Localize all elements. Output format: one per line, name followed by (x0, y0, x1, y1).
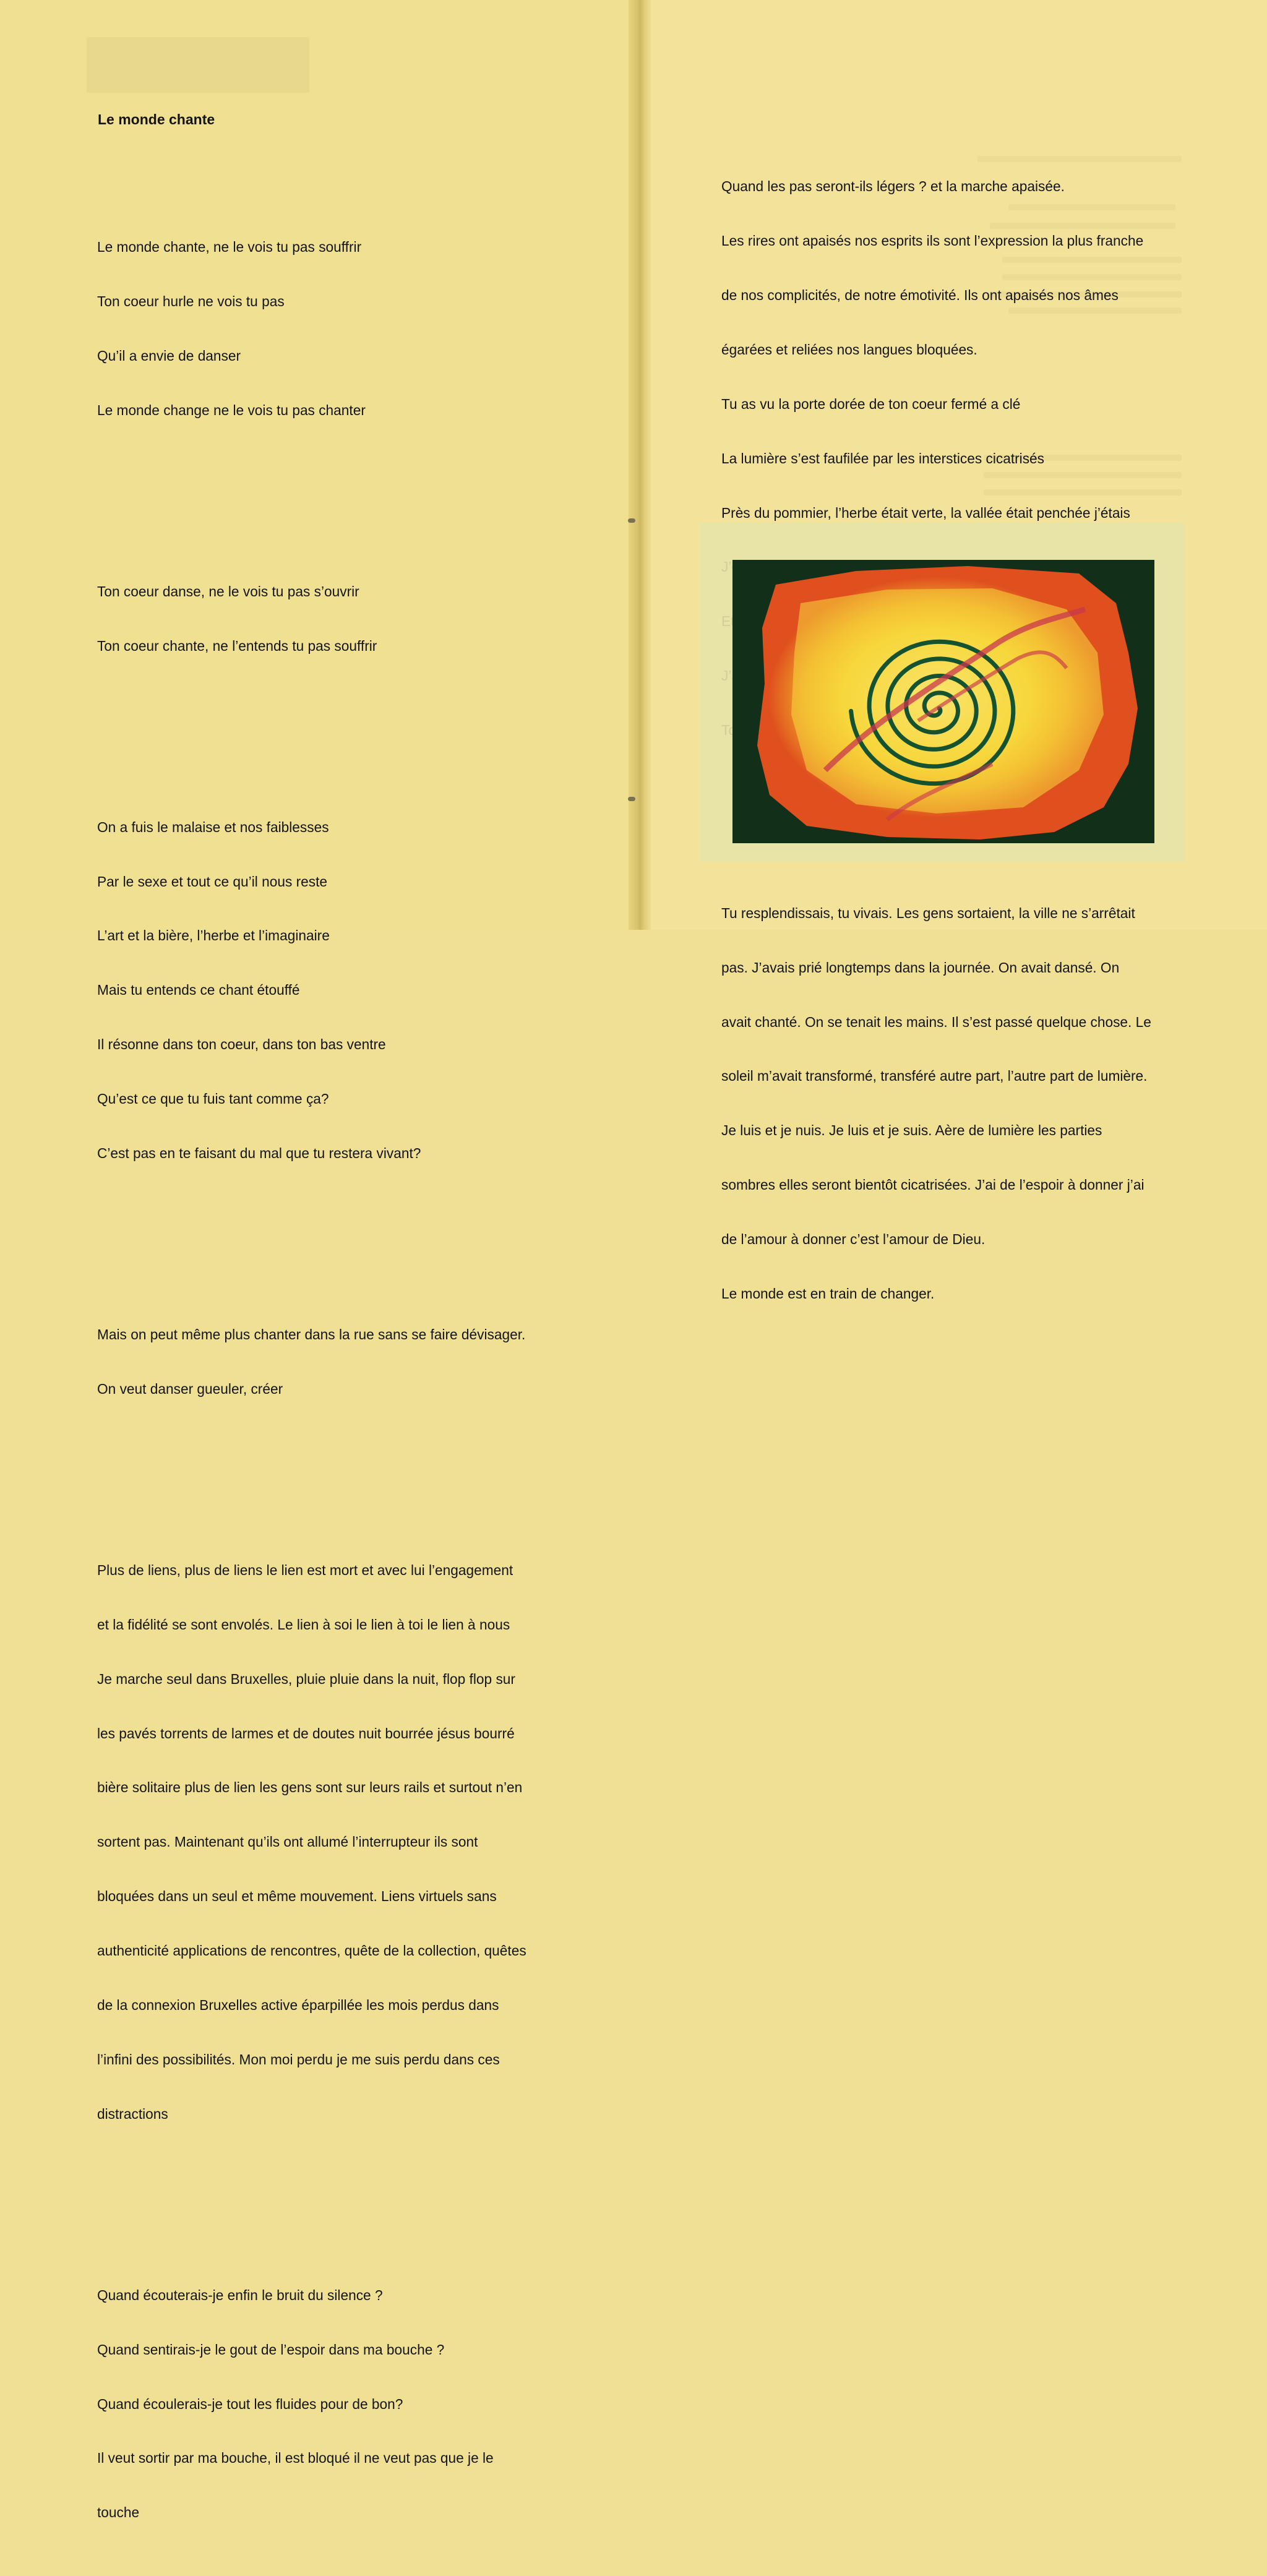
poem-line: Par le sexe et tout ce qu’il nous reste (97, 873, 328, 890)
poem-line: distractions (97, 2105, 168, 2122)
poem-line: Qu’est ce que tu fuis tant comme ça? (97, 1091, 329, 1107)
poem-line: L’art et la bière, l’herbe et l’imaginaire (97, 927, 330, 944)
spiral-painting-icon (732, 560, 1154, 843)
poem-line: Ton coeur danse, ne le vois tu pas s’ouvrir (97, 583, 359, 599)
poem-line: Plus de liens, plus de liens le lien est mort et avec lui l’engagement (97, 1561, 513, 1578)
poem-line: authenticité applications de rencontres, quête de la collection, quêtes (97, 1943, 526, 1959)
poem-line: Tu as vu la porte dorée de ton coeur fermé a clé (721, 395, 1021, 412)
poem-line: Mais tu entends ce chant étouffé (97, 982, 300, 998)
stanza (721, 868, 1151, 1339)
poem-line: Il résonne dans ton coeur, dans ton bas ventre (97, 1036, 386, 1053)
poem-line: pas. J’avais prié longtemps dans la journée. On avait dansé. On (721, 959, 1120, 976)
poem-line: Le monde chante, ne le vois tu pas souffrir (97, 239, 362, 255)
stanza (97, 546, 526, 691)
poem-line: égarées et reliées nos langues bloquées. (721, 341, 977, 358)
poem-line: Ton coeur hurle ne vois tu pas (97, 293, 285, 310)
stanza (97, 2250, 526, 2558)
poem-line: et la fidélité se sont envolés. Le lien à soi le lien à toi le lien à nous (97, 1616, 510, 1633)
stanza (97, 1525, 526, 2159)
poem-line: On veut danser gueuler, créer (97, 1380, 283, 1397)
poem-line: bière solitaire plus de lien les gens sont sur leurs rails et surtout n’en (97, 1779, 523, 1796)
poem-line: C’est pas en te faisant du mal que tu restera vivant? (97, 1145, 421, 1162)
poem-line: La lumière s’est faufilée par les interstices cicatrisés (721, 450, 1045, 466)
poem-line: Il veut sortir par ma bouche, il est bloqué il ne veut pas que je le (97, 2450, 494, 2467)
poem-line: Les rires ont apaisés nos esprits ils sont l’expression la plus franche (721, 233, 1144, 249)
staple (628, 797, 635, 801)
poem-line: Mais on peut même plus chanter dans la rue sans se faire dévisager. (97, 1326, 526, 1342)
poem-line: Près du pommier, l’herbe était verte, la vallée était penchée j’étais (721, 504, 1130, 521)
poem-line: Le monde est en train de changer. (721, 1286, 935, 1302)
poem-line: Quand écouterais-je enfin le bruit du silence ? (97, 2286, 383, 2303)
poem-line: Quand les pas seront-ils légers ? et la marche apaisée. (721, 178, 1065, 195)
poem-line: sombres elles seront bientôt cicatrisées. J’ai de l’espoir à donner j’ai (721, 1177, 1145, 1193)
poem-line: On a fuis le malaise et nos faiblesses (97, 818, 329, 835)
poem-title: Le monde chante (98, 111, 215, 127)
poem-line: Je luis et je nuis. Je luis et je suis. Aère de lumière les parties (721, 1122, 1102, 1139)
left-text (97, 166, 526, 2576)
poem-line: avait chanté. On se tenait les mains. Il s’est passé quelque chose. Le (721, 1013, 1151, 1030)
poem-line: Quand écoulerais-je tout les fluides pour de bon? (97, 2395, 403, 2412)
poem-line: de la connexion Bruxelles active éparpillée les mois perdus dans (97, 1996, 499, 2013)
stanza (97, 202, 526, 456)
poem-line: de nos complicités, de notre émotivité. Ils ont apaisés nos âmes (721, 286, 1119, 303)
poem-line: Je marche seul dans Bruxelles, pluie pluie dans la nuit, flop flop sur (97, 1670, 515, 1687)
poem-line: bloquées dans un seul et même mouvement. Liens virtuels sans (97, 1888, 497, 1905)
poem-line: soleil m’avait transformé, transféré autre part, l’autre part de lumière. (721, 1068, 1148, 1084)
stanza (97, 782, 526, 1199)
poem-line: touche (97, 2504, 140, 2521)
poem-line: de l’amour à donner c’est l’amour de Dieu. (721, 1231, 986, 1248)
poem-line: Quand sentirais-je le gout de l’espoir dans ma bouche ? (97, 2341, 445, 2358)
staple (628, 518, 635, 523)
book-gutter (629, 0, 651, 930)
poem-line: Qu’il a envie de danser (97, 347, 241, 364)
poem-line: Ton coeur chante, ne l’entends tu pas souffrir (97, 637, 377, 654)
poem-line: l’infini des possibilités. Mon moi perdu je me suis perdu dans ces (97, 2051, 500, 2067)
poem-line: les pavés torrents de larmes et de doutes nuit bourrée jésus bourré (97, 1725, 515, 1741)
poem-line: Tu resplendissais, tu vivais. Les gens sortaient, la ville ne s’arrêtait (721, 904, 1135, 921)
poem-line: sortent pas. Maintenant qu’ils ont allumé l’interrupteur ils sont (97, 1834, 478, 1850)
stanza (97, 1289, 526, 1434)
poem-line: Le monde change ne le vois tu pas chanter (97, 401, 366, 418)
